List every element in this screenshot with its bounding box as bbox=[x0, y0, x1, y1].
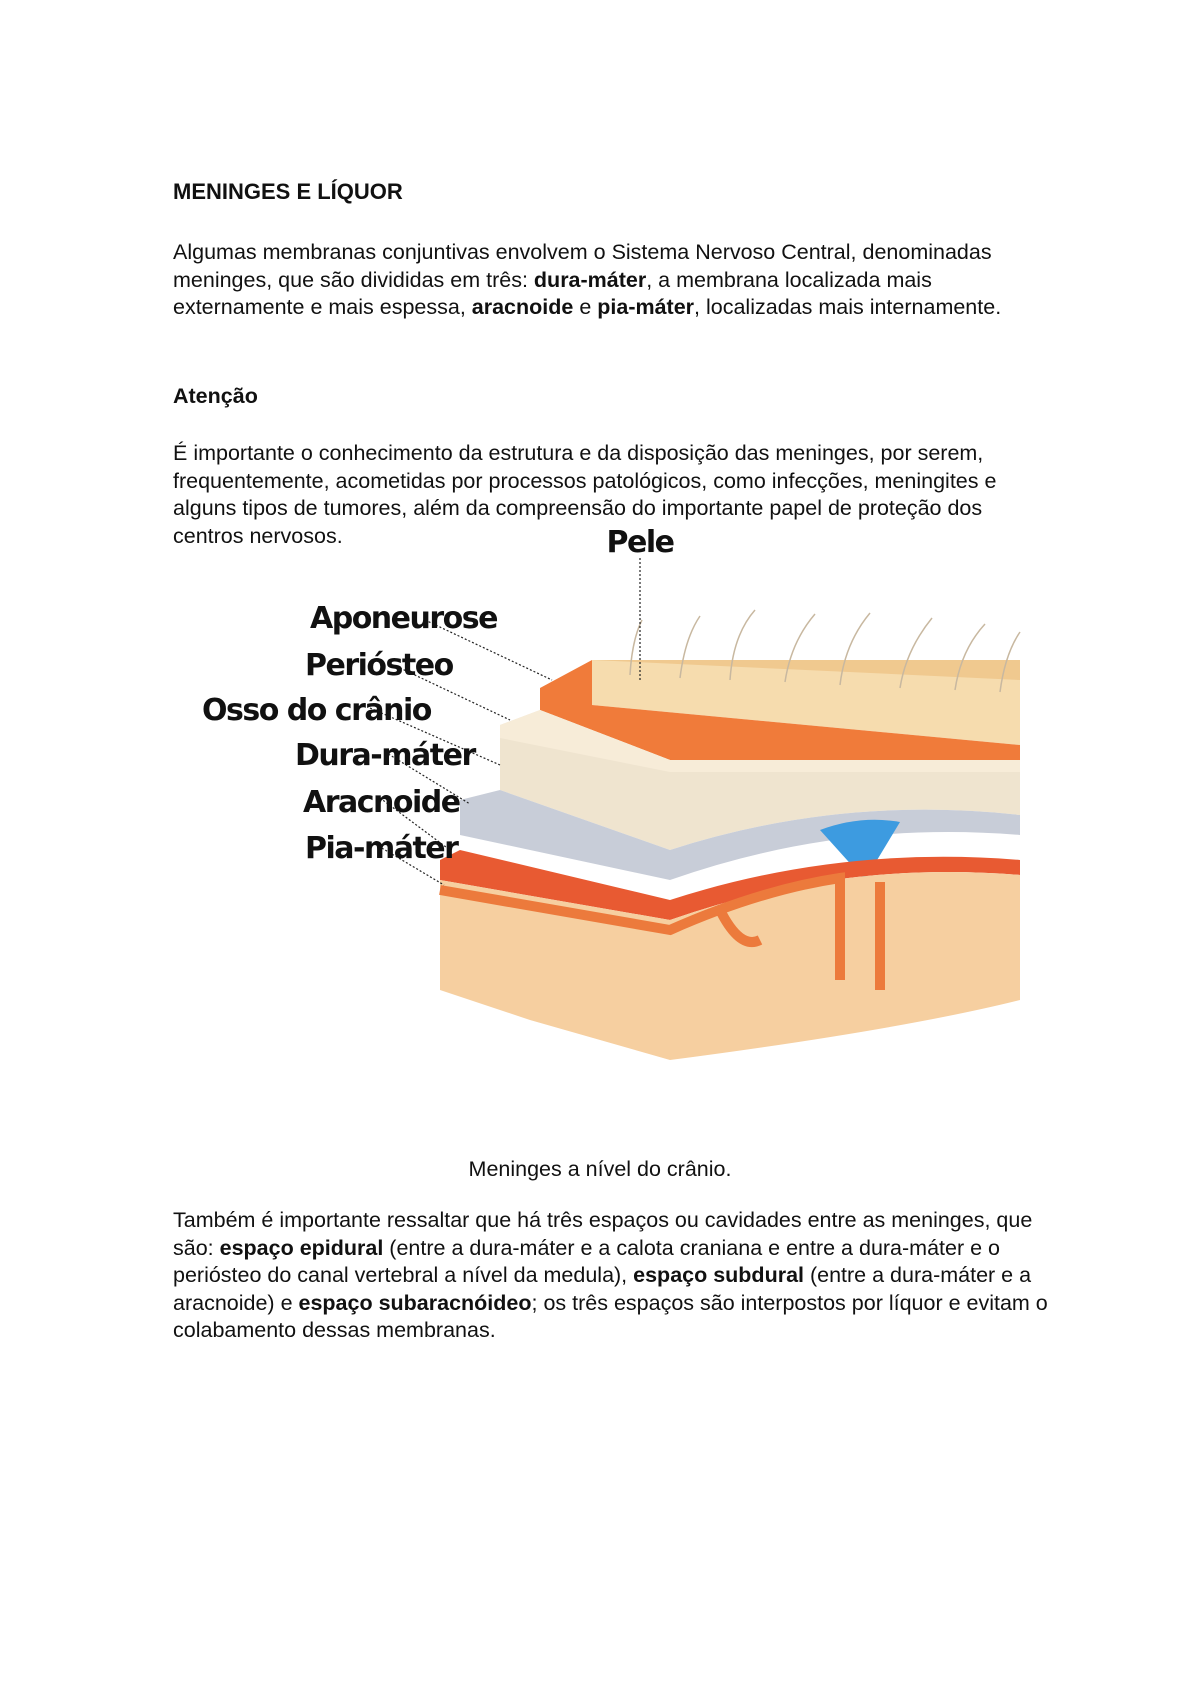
label-aponeurose: Aponeurose bbox=[310, 601, 497, 636]
text-run: , a membrana localizada mais externamente e mais espessa, bbox=[173, 267, 932, 319]
text-run: , localizadas mais internamente. bbox=[694, 295, 1002, 319]
section-heading: Atenção bbox=[173, 384, 258, 408]
term-espaco-epidural: espaço epidural bbox=[219, 1235, 384, 1260]
meninges-illustration bbox=[200, 525, 1020, 1120]
label-periosteo: Periósteo bbox=[305, 648, 453, 683]
figure-caption: Meninges a nível do crânio. bbox=[468, 1157, 732, 1181]
attention-paragraph: É importante o conhecimento da estrutura e da disposição das meninges, por serem, frequentemente, acometidas por processos patológicos, como infecções, meningites e alguns tipos de tumores, além da compreensão do importante papel de proteção dos centros nervosos. bbox=[173, 441, 997, 548]
text-run: Também é importante ressaltar que há três espaços ou cavidades entre as meninges, que são: bbox=[173, 1208, 1033, 1260]
text-run: (entre a dura-máter e a aracnoide) e bbox=[173, 1263, 1032, 1315]
meninges-figure bbox=[200, 525, 1020, 1120]
term-dura-mater: dura-máter bbox=[533, 267, 647, 292]
term-espaco-subdural: espaço subdural bbox=[633, 1263, 804, 1287]
label-aracnoide: Aracnoide bbox=[303, 785, 460, 820]
label-pele: Pele bbox=[606, 525, 674, 560]
intro-paragraph bbox=[173, 239, 1053, 322]
label-dura-mater: Dura-máter bbox=[295, 738, 475, 773]
text-run: e bbox=[573, 295, 598, 319]
text-run: (entre a dura-máter e a calota craniana e entre a dura-máter e o periósteo do canal vertebral a nível da medula), bbox=[173, 1235, 1000, 1287]
text-run: Algumas membranas conjuntivas envolvem o Sistema Nervoso Central, denominadas meninges, que são divididas em três: bbox=[173, 240, 992, 292]
term-espaco-subaracnoideo: espaço subaracnóideo bbox=[298, 1290, 532, 1315]
term-aracnoide: aracnoide bbox=[471, 295, 574, 319]
label-osso-cranio: Osso do crânio bbox=[202, 693, 431, 728]
text-run: ; os três espaços são interpostos por líquor e evitam o colabamento dessas membranas. bbox=[173, 1290, 1048, 1342]
spaces-paragraph bbox=[173, 1207, 1053, 1345]
term-pia-mater: pia-máter bbox=[597, 295, 695, 319]
label-pia-mater: Pia-máter bbox=[305, 831, 458, 866]
document-title: MENINGES E LÍQUOR bbox=[173, 179, 403, 204]
